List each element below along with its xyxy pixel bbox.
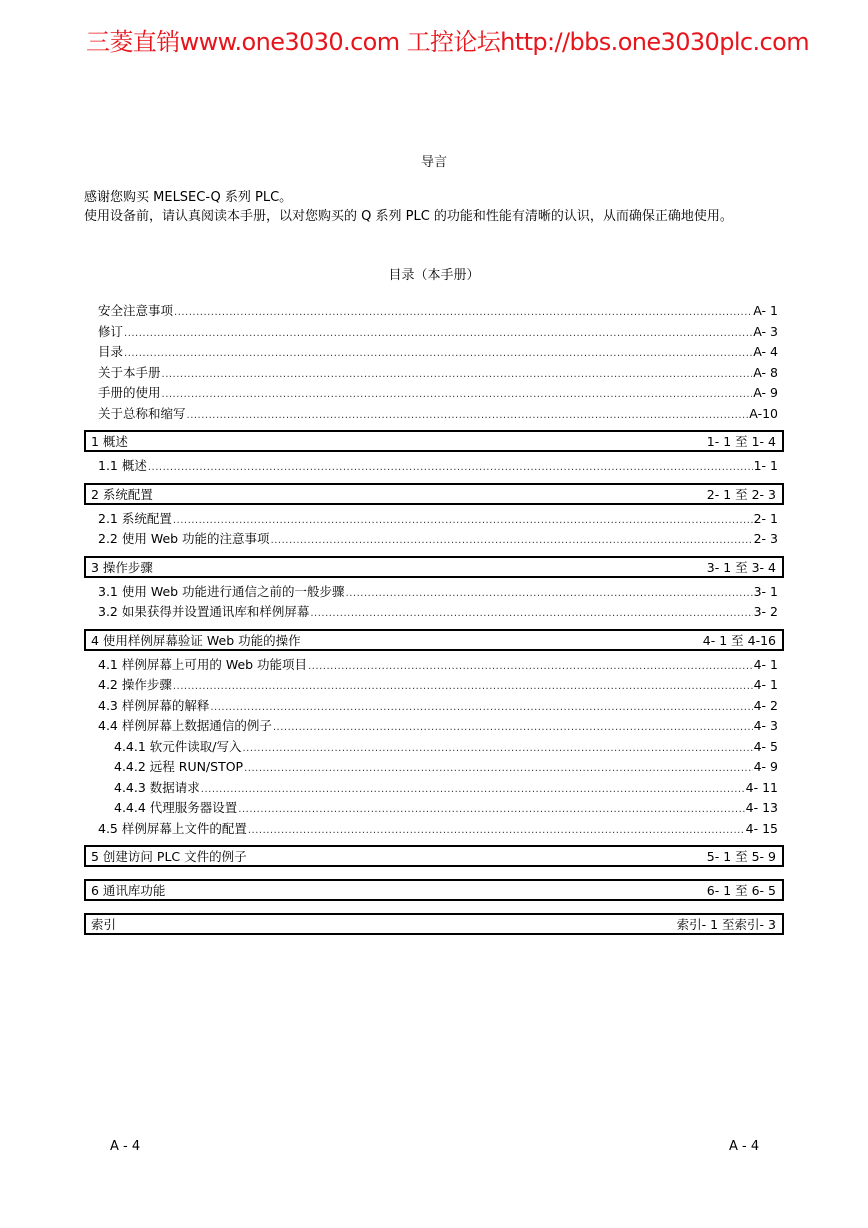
leader-dots [238, 800, 744, 821]
page-number-right: A - 4 [729, 1139, 760, 1154]
toc-entry-label: 安全注意事项 [98, 303, 174, 318]
leader-dots [244, 759, 753, 780]
chapter-title: 5 创建访问 PLC 文件的例子 [91, 849, 247, 864]
toc-entry-page: 4- 5 [753, 738, 778, 754]
leader-dots [124, 344, 752, 365]
leader-dots [308, 657, 753, 678]
leader-dots [346, 584, 753, 605]
leader-dots [201, 780, 745, 801]
chapter-pages: 1- 1 至 1- 4 [706, 434, 776, 449]
chapter-heading-1[interactable] [84, 430, 784, 452]
intro-paragraph-1: 感谢您购买 MELSEC-Q 系列 PLC。 [84, 190, 293, 205]
chapter-pages: 3- 1 至 3- 4 [706, 559, 776, 575]
leader-dots [174, 303, 752, 324]
leader-dots [187, 406, 749, 427]
chapter-heading-6[interactable] [84, 879, 784, 901]
intro-title: 导言 [420, 155, 447, 170]
leader-dots [310, 604, 752, 625]
toc-entry[interactable] [84, 363, 784, 384]
toc-entry[interactable] [84, 819, 784, 840]
toc-entry-page: 3- 1 [753, 583, 778, 599]
toc-entry-label: 目录 [98, 344, 124, 359]
leader-dots [124, 324, 752, 345]
toc-entry[interactable] [84, 582, 784, 603]
leader-dots [173, 677, 753, 698]
toc-entry[interactable] [84, 696, 784, 717]
toc-entry[interactable] [84, 322, 784, 343]
toc-entry-page: A- 4 [753, 344, 778, 359]
table-of-contents [84, 301, 784, 939]
toc-entry-page: 2- 1 [753, 510, 778, 526]
leader-dots [273, 718, 753, 739]
leader-dots [173, 511, 753, 532]
chapter-title: 1 概述 [91, 434, 128, 449]
toc-entry-label: 4.1 样例屏幕上可用的 Web 功能项目 [98, 656, 308, 672]
toc-entry[interactable] [84, 529, 784, 550]
chapter-title: 2 系统配置 [91, 486, 153, 502]
toc-entry-label: 4.5 样例屏幕上文件的配置 [98, 820, 247, 836]
toc-entry-label: 关于总称和缩写 [98, 405, 186, 421]
toc-entry-page: A- 1 [753, 303, 778, 318]
toc-entry-page: 4- 13 [745, 800, 778, 815]
toc-entry[interactable] [84, 716, 784, 737]
toc-entry[interactable] [84, 404, 784, 425]
toc-subentry[interactable] [84, 757, 784, 778]
toc-entry[interactable] [84, 675, 784, 696]
toc-entry-label: 修订 [98, 323, 124, 339]
toc-entry-label: 4.4.1 软元件读取/写入 [114, 738, 242, 754]
chapter-title: 3 操作步骤 [91, 559, 153, 575]
toc-entry-label: 1.1 概述 [98, 458, 147, 473]
toc-entry-page: 4- 9 [753, 759, 778, 774]
toc-entry[interactable] [84, 602, 784, 623]
toc-entry-page: 4- 1 [753, 656, 778, 672]
leader-dots [148, 458, 753, 479]
toc-entry-page: A- 9 [753, 385, 778, 400]
toc-entry[interactable] [84, 509, 784, 530]
index-heading[interactable] [84, 913, 784, 935]
toc-entry[interactable] [84, 456, 784, 477]
toc-entry-page: A- 3 [753, 323, 778, 339]
leader-dots [248, 821, 745, 842]
chapter-heading-3[interactable] [84, 556, 784, 578]
chapter-pages: 6- 1 至 6- 5 [706, 883, 776, 898]
toc-entry-label: 4.3 样例屏幕的解释 [98, 697, 210, 713]
leader-dots [271, 531, 753, 552]
chapter-title: 索引 [91, 917, 117, 932]
chapter-title: 6 通讯库功能 [91, 883, 166, 898]
toc-entry-label: 4.4.2 远程 RUN/STOP [114, 759, 244, 774]
toc-entry-label: 关于本手册 [98, 364, 161, 380]
toc-entry-label: 4.4 样例屏幕上数据通信的例子 [98, 718, 272, 733]
chapter-pages: 2- 1 至 2- 3 [706, 486, 776, 502]
toc-entry[interactable] [84, 655, 784, 676]
toc-entry-page: 3- 2 [753, 604, 778, 619]
leader-dots [162, 385, 753, 406]
leader-dots [210, 698, 752, 719]
toc-entry-page: A-10 [749, 405, 778, 421]
toc-entry-label: 3.1 使用 Web 功能进行通信之前的一般步骤 [98, 583, 345, 599]
chapter-heading-2[interactable] [84, 483, 784, 505]
toc-entry-label: 3.2 如果获得并设置通讯库和样例屏幕 [98, 604, 310, 619]
toc-entry-label: 2.2 使用 Web 功能的注意事项 [98, 531, 270, 546]
leader-dots [243, 739, 753, 760]
toc-subentry[interactable] [84, 798, 784, 819]
intro-paragraph-2: 使用设备前，请认真阅读本手册，以对您购买的 Q 系列 PLC 的功能和性能有清晰的认识，从而确保正确地使用。 [84, 209, 733, 224]
chapter-pages: 4- 1 至 4-16 [702, 632, 776, 648]
toc-entry-page: 4- 3 [753, 718, 778, 733]
toc-entry-page: 2- 3 [753, 531, 778, 546]
toc-entry-page: A- 8 [753, 364, 778, 380]
toc-entry-label: 4.4.3 数据请求 [114, 779, 200, 795]
toc-subentry[interactable] [84, 778, 784, 799]
toc-subentry[interactable] [84, 737, 784, 758]
chapter-pages: 5- 1 至 5- 9 [706, 849, 776, 864]
toc-entry-page: 4- 11 [745, 779, 778, 795]
toc-entry-page: 4- 1 [753, 677, 778, 692]
toc-entry-page: 1- 1 [753, 458, 778, 473]
chapter-heading-4[interactable] [84, 629, 784, 651]
toc-title: 目录（本手册） [388, 268, 480, 283]
toc-entry-label: 4.4.4 代理服务器设置 [114, 800, 238, 815]
toc-entry[interactable] [84, 301, 784, 322]
chapter-pages: 索引- 1 至索引- 3 [676, 917, 776, 932]
toc-entry[interactable] [84, 342, 784, 363]
chapter-heading-5[interactable] [84, 845, 784, 867]
page-number-left: A - 4 [110, 1139, 141, 1154]
chapter-title: 4 使用样例屏幕验证 Web 功能的操作 [91, 632, 301, 648]
toc-entry-label: 手册的使用 [98, 385, 161, 400]
site-banner: 三菱直销www.one3030.com 工控论坛http://bbs.one3030plc.com [86, 28, 810, 56]
toc-entry-page: 4- 15 [745, 820, 778, 836]
toc-entry-label: 4.2 操作步骤 [98, 677, 172, 692]
toc-entry-label: 2.1 系统配置 [98, 510, 172, 526]
toc-entry-page: 4- 2 [753, 697, 778, 713]
leader-dots [162, 365, 753, 386]
toc-entry[interactable] [84, 383, 784, 404]
